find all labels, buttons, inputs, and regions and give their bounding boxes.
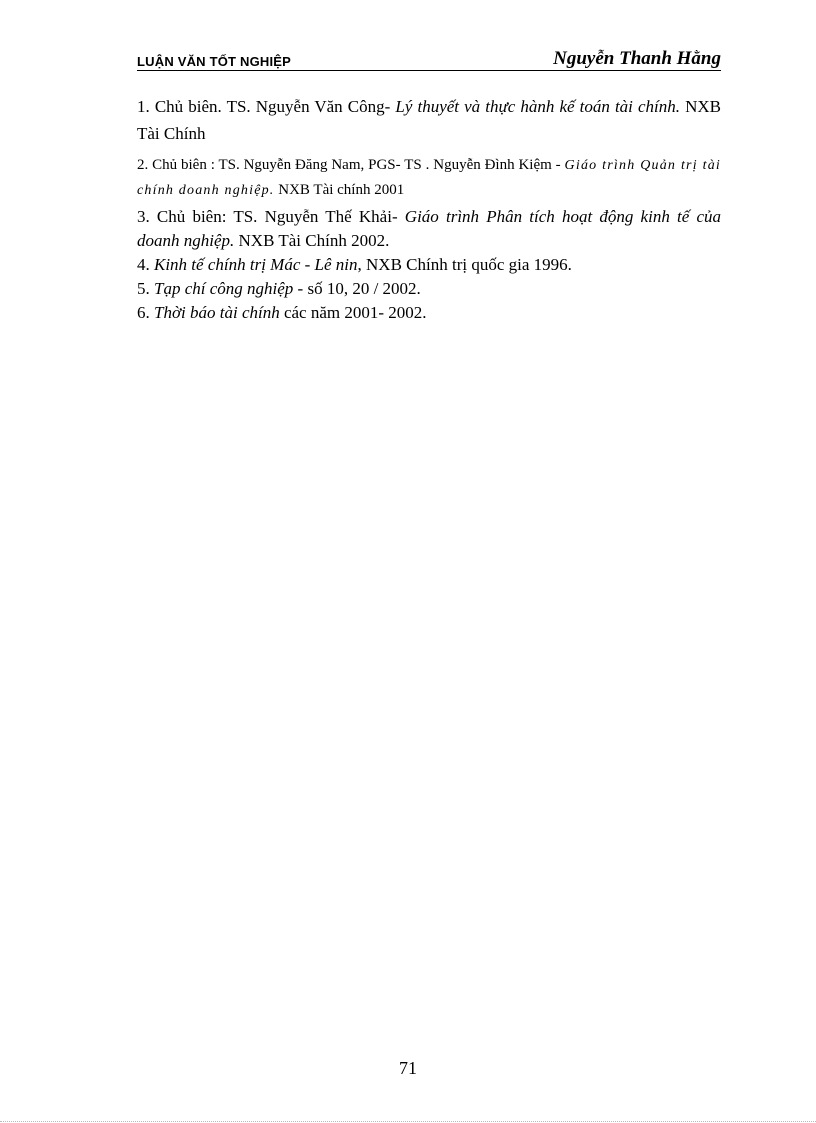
reference-item-3 bbox=[137, 205, 721, 253]
reference-title: Giáo trình Quản trị tài chính doanh nghiệp. bbox=[137, 158, 721, 198]
reference-title: Kinh tế chính trị Mác - Lê nin bbox=[154, 255, 358, 274]
reference-item-6 bbox=[137, 301, 721, 325]
reference-suffix: NXB Tài chính 2001 bbox=[274, 182, 405, 198]
reference-prefix: 3. Chủ biên: TS. Nguyễn Thế Khải- bbox=[137, 207, 405, 226]
reference-prefix: 2. Chủ biên : TS. Nguyễn Đăng Nam, PGS- TS . Nguyễn Đình Kiệm - bbox=[137, 157, 565, 173]
reference-prefix: 6. bbox=[137, 303, 154, 322]
reference-prefix: 1. Chủ biên. TS. Nguyễn Văn Công- bbox=[137, 97, 396, 116]
reference-item-1 bbox=[137, 93, 721, 147]
author-name: Nguyễn Thanh Hằng bbox=[553, 48, 721, 69]
reference-item-2 bbox=[137, 153, 721, 203]
reference-title: Tạp chí công nghiệp - bbox=[154, 279, 304, 298]
reference-suffix: NXB Tài Chính bbox=[137, 97, 721, 143]
reference-title: Giáo trình Phân tích hoạt động kinh tế của doanh nghiệp. bbox=[137, 207, 721, 250]
page-header bbox=[137, 48, 721, 71]
reference-title: Thời báo tài chính bbox=[154, 303, 280, 322]
reference-prefix: 4. bbox=[137, 255, 154, 274]
reference-suffix: , NXB Chính trị quốc gia 1996. bbox=[357, 255, 572, 274]
reference-item-4 bbox=[137, 253, 721, 277]
reference-list bbox=[137, 93, 721, 325]
reference-item-5 bbox=[137, 277, 721, 301]
bottom-divider bbox=[0, 1121, 816, 1122]
page-number: 71 bbox=[399, 1058, 417, 1078]
thesis-label: LUẬN VĂN TỐT NGHIỆP bbox=[137, 54, 292, 69]
reference-suffix: các năm 2001- 2002. bbox=[279, 303, 427, 322]
reference-suffix: số 10, 20 / 2002. bbox=[303, 279, 421, 298]
reference-prefix: 5. bbox=[137, 279, 154, 298]
reference-suffix: NXB Tài Chính 2002. bbox=[234, 231, 390, 250]
reference-title: Lý thuyết và thực hành kế toán tài chính. bbox=[395, 97, 681, 116]
